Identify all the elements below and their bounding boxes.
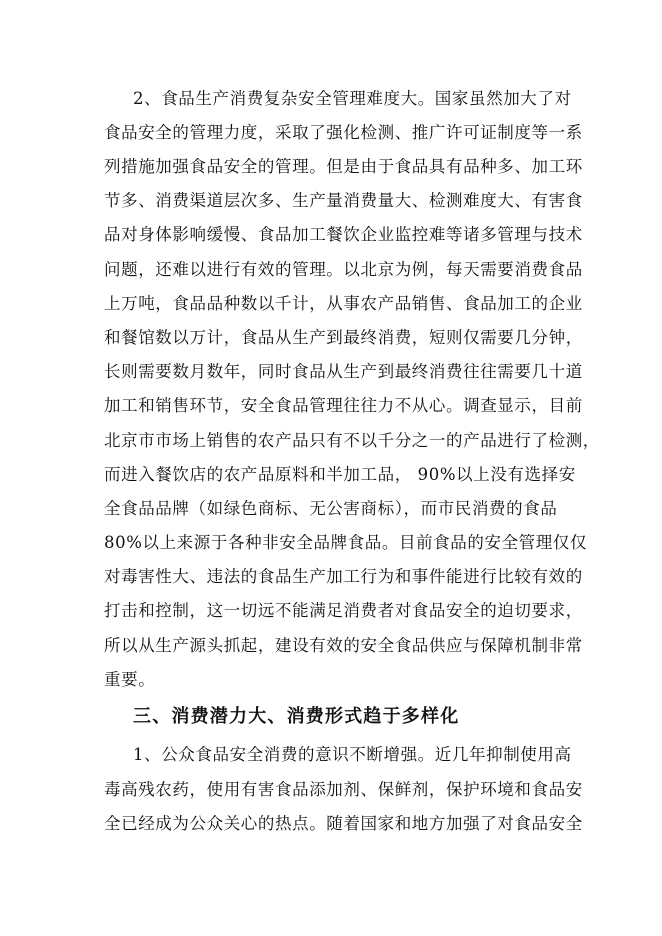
paragraph1-line-17: 所以从生产源头抓起，建设有效的安全食品供应与保障机制非常 — [104, 636, 583, 655]
paragraph1-line-8: 和餐馆数以万计，食品从生产到最终消费，短则仅需要几分钟， — [104, 328, 583, 347]
paragraph2-line-3: 全已经成为公众关心的热点。随着国家和地方加强了对食品安全 — [104, 814, 583, 833]
paragraph1-line-13: 全食品品牌（如绿色商标、无公害商标），而市民消费的食品 — [104, 499, 558, 518]
paragraph1-line-18: 重要。 — [104, 670, 156, 689]
section-heading: 三、消费潜力大、消费形式趋于多样化 — [133, 706, 460, 727]
paragraph2-line-2: 毒高残农药，使用有害食品添加剂、保鲜剂，保护环境和食品安 — [104, 780, 583, 799]
paragraph1-line-7: 上万吨，食品品种数以千计，从事农产品销售、食品加工的企业 — [104, 294, 583, 313]
paragraph1-line-9: 长则需要数月数年，同时食品从生产到最终消费往往需要几十道 — [104, 362, 583, 381]
paragraph1-line-11: 北京市市场上销售的农产品只有不以千分之一的产品进行了检测， — [104, 431, 600, 450]
paragraph1-line-2: 食品安全的管理力度，采取了强化检测、推广许可证制度等一系 — [104, 123, 583, 142]
paragraph1-line-3: 列措施加强食品安全的管理。但是由于食品具有品种多、加工环 — [104, 157, 583, 176]
paragraph1-line-10: 加工和销售环节，安全食品管理往往力不从心。调查显示，目前 — [104, 396, 583, 415]
paragraph1-line-6: 问题，还难以进行有效的管理。以北京为例，每天需要消费食品 — [104, 260, 583, 279]
paragraph2-line-1: 1、公众食品安全消费的意识不断增强。近几年抑制使用高 — [133, 745, 572, 764]
paragraph1-line-12: 而进入餐饮店的农产品原料和半加工品， 90%以上没有选择安 — [104, 465, 576, 484]
paragraph1-line-5: 品对身体影响缓慢、食品加工餐饮企业监控难等诸多管理与技术 — [104, 225, 583, 244]
paragraph1-line-16: 打击和控制，这一切远不能满足消费者对食品安全的迫切要求， — [104, 601, 583, 620]
paragraph1-line-15: 对毒害性大、违法的食品生产加工行为和事件能进行比较有效的 — [104, 567, 583, 586]
paragraph1-line-4: 节多、消费渠道层次多、生产量消费量大、检测难度大、有害食 — [104, 191, 583, 210]
paragraph1-line-14: 80%以上来源于各种非安全品牌食品。目前食品的安全管理仅仅 — [104, 533, 588, 552]
paragraph1-line-1: 2、食品生产消费复杂安全管理难度大。国家虽然加大了对 — [133, 89, 572, 108]
